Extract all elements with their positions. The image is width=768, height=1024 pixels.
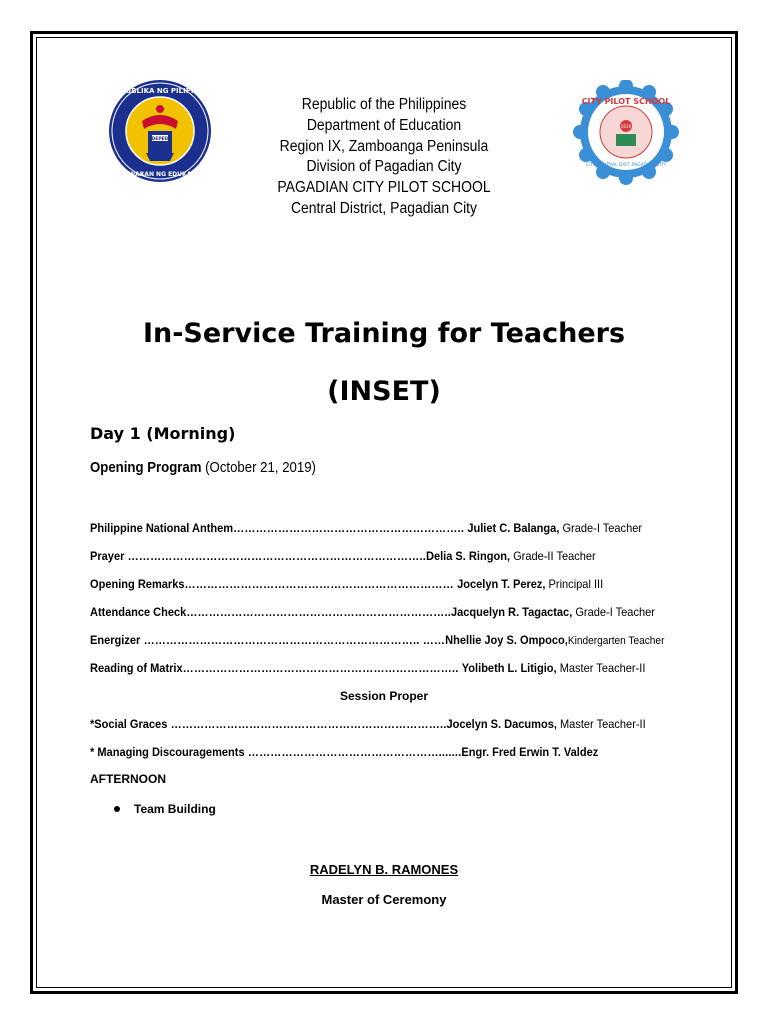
program-item: Reading of Matrix bbox=[90, 661, 183, 675]
leader-dots: ……………………………………………………………….. bbox=[182, 661, 462, 675]
presenter-name: Delia S. Ringon, bbox=[425, 549, 511, 563]
presenter-name: Jacquelyn R. Tagactac, bbox=[450, 605, 573, 619]
program-item: Attendance Check bbox=[90, 605, 187, 619]
header-line-region: Region IX, Zamboanga Peninsula bbox=[279, 137, 489, 155]
opening-program-heading bbox=[90, 459, 316, 476]
presenter-role: Principal III bbox=[545, 577, 604, 591]
program-item: Opening Remarks bbox=[90, 577, 185, 591]
header-line-republic: Republic of the Philippines bbox=[301, 96, 467, 113]
presenter-name: Nhellie Joy S. Ompoco, bbox=[445, 633, 568, 647]
master-of-ceremony-title: Master of Ceremony bbox=[321, 892, 447, 907]
presenter-role: Master Teacher-II bbox=[556, 661, 646, 675]
svg-text:CITY CENTRAL DIST. PAGADIAN CI: CITY CENTRAL DIST. PAGADIAN CITY bbox=[585, 163, 667, 168]
leader-dots: ……………………………………………....... bbox=[244, 745, 462, 759]
header-line-division: Division of Pagadian City bbox=[306, 158, 462, 176]
leader-dots: ……………………………………………………………….. bbox=[167, 717, 447, 731]
presenter-role: Grade-II Teacher bbox=[510, 549, 596, 563]
leader-dots: …………………………………………………………………….. bbox=[124, 549, 426, 563]
svg-text:2019: 2019 bbox=[620, 124, 632, 129]
program-row bbox=[90, 521, 642, 535]
document-subtitle: (INSET) bbox=[327, 376, 441, 407]
master-of-ceremony-name bbox=[40, 862, 728, 877]
leader-dots: ……………………………………………………………… bbox=[184, 577, 458, 591]
presenter-role: Kindergarten Teacher bbox=[567, 635, 665, 647]
program-row bbox=[90, 661, 645, 675]
presenter-name: Jocelyn S. Dacumos, bbox=[446, 717, 557, 731]
presenter-name: Juliet C. Balanga, bbox=[467, 521, 560, 535]
program-item: Prayer bbox=[90, 549, 125, 563]
presenter-role: Grade-I Teacher bbox=[572, 605, 655, 619]
afternoon-item-label: Team Building bbox=[134, 802, 216, 816]
header-line-district: Central District, Pagadian City bbox=[290, 199, 478, 217]
school-header bbox=[245, 95, 522, 220]
program-item: Philippine National Anthem bbox=[90, 521, 234, 535]
session-proper-heading: Session Proper bbox=[339, 689, 429, 703]
presenter-role: Grade-I Teacher bbox=[559, 521, 643, 535]
session-item: * Managing Discouragements bbox=[90, 745, 245, 759]
header-line-department: Department of Education bbox=[306, 116, 462, 134]
day-label: Day 1 bbox=[90, 424, 141, 443]
leader-dots: …………………………………………………….. bbox=[233, 521, 468, 535]
presenter-role: Master Teacher-II bbox=[556, 717, 646, 731]
opening-label: Opening Program bbox=[90, 459, 202, 476]
day-heading bbox=[90, 424, 235, 443]
session-row bbox=[90, 717, 646, 731]
leader-dots: ……………………………………………………………….. …… bbox=[140, 633, 446, 647]
deped-seal-icon bbox=[106, 79, 214, 183]
session-row bbox=[90, 745, 598, 759]
header-line-school: PAGADIAN CITY PILOT SCHOOL bbox=[277, 179, 491, 197]
presenter-name: Engr. Fred Erwin T. Valdez bbox=[461, 745, 599, 759]
svg-text:REPUBLIKA NG PILIPINAS: REPUBLIKA NG PILIPINAS bbox=[110, 87, 210, 95]
program-row bbox=[90, 577, 603, 591]
program-row bbox=[90, 549, 596, 563]
document-title: In-Service Training for Teachers bbox=[142, 318, 626, 349]
mc-name-text: RADELYN B. RAMONES bbox=[309, 862, 459, 877]
program-row bbox=[90, 605, 655, 619]
session-item: *Social Graces bbox=[90, 717, 168, 731]
city-pilot-school-seal-icon bbox=[558, 80, 694, 192]
day-period: (Morning) bbox=[146, 424, 236, 443]
afternoon-list-item bbox=[114, 802, 216, 816]
bullet-icon bbox=[114, 806, 120, 812]
program-item: Energizer bbox=[90, 633, 141, 647]
presenter-name: Jocelyn T. Perez, bbox=[457, 577, 546, 591]
svg-text:KAGAWARAN NG EDUKASYON: KAGAWARAN NG EDUKASYON bbox=[110, 171, 210, 178]
svg-text:DEPED: DEPED bbox=[151, 137, 169, 142]
program-row bbox=[90, 633, 664, 647]
afternoon-heading: AFTERNOON bbox=[90, 772, 166, 786]
svg-text:CITY PILOT SCHOOL: CITY PILOT SCHOOL bbox=[581, 97, 671, 106]
presenter-name: Yolibeth L. Litigio, bbox=[461, 661, 557, 675]
leader-dots: …………………………………………………………….. bbox=[186, 605, 451, 619]
opening-date: (October 21, 2019) bbox=[205, 459, 316, 476]
